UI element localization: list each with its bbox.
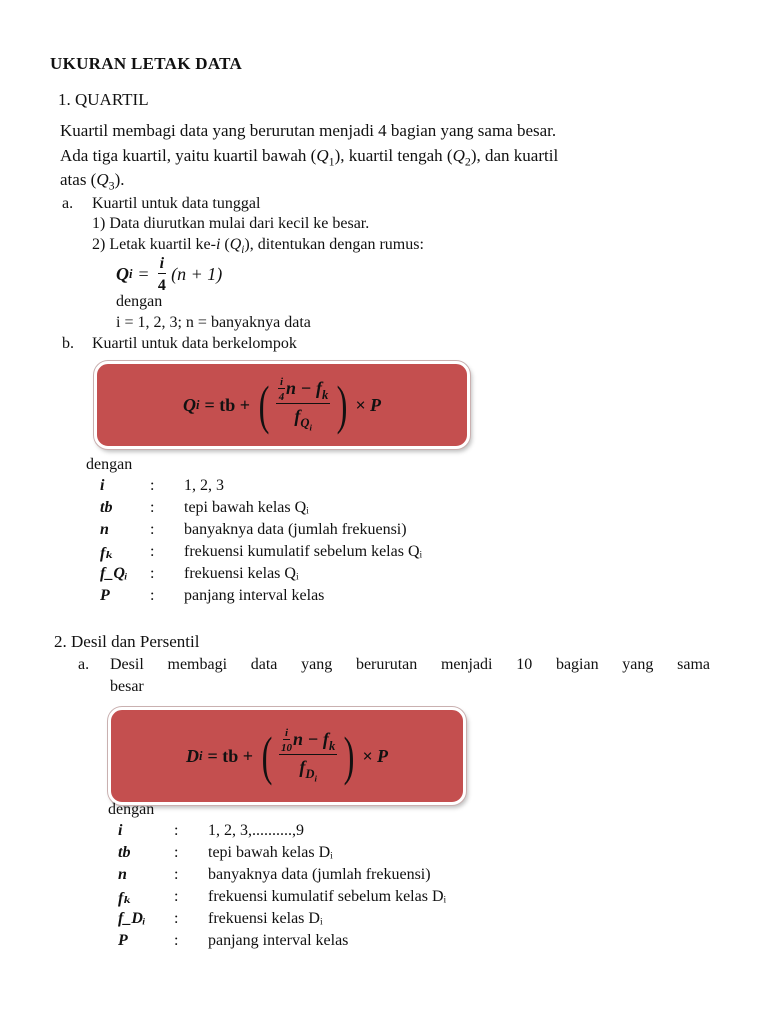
- definition-symbol: n: [100, 521, 109, 538]
- definition-symbol: P: [100, 587, 110, 604]
- formula-quartil-tunggal: Q i = $\frac{i}{4}$ (n + 1): [116, 255, 223, 294]
- dengan-label-1: dengan: [116, 293, 163, 310]
- definition-symbol: i: [118, 822, 123, 839]
- definition-colon: :: [150, 521, 155, 538]
- subsection-title-berkelompok: Kuartil untuk data berkelompok: [92, 335, 297, 352]
- list-label-b: b.: [62, 335, 74, 352]
- definition-description: frekuensi kelas Dᵢ: [208, 910, 323, 927]
- definition-colon: :: [174, 844, 179, 861]
- intro-line-1: Kuartil membagi data yang berurutan menjadi 4 bagian yang sama besar.: [60, 121, 557, 140]
- definition-colon: :: [150, 543, 155, 560]
- definition-description: 1, 2, 3: [184, 477, 224, 494]
- definition-symbol: P: [118, 932, 128, 949]
- definition-description: panjang interval kelas: [184, 587, 325, 604]
- subsection-title-tunggal: Kuartil untuk data tunggal: [92, 195, 261, 212]
- definition-description: frekuensi kumulatif sebelum kelas Dᵢ: [208, 888, 447, 905]
- definition-symbol: fₖ: [118, 890, 132, 907]
- definition-symbol: fₖ: [100, 545, 114, 562]
- definition-description: banyaknya data (jumlah frekuensi): [184, 521, 407, 538]
- definition-colon: :: [174, 932, 179, 949]
- definition-description: panjang interval kelas: [208, 932, 349, 949]
- definition-description: frekuensi kumulatif sebelum kelas Qᵢ: [184, 543, 423, 560]
- desil-line-1: Desil membagi data yang berurutan menjadi 10 bagian yang sama: [110, 656, 710, 673]
- intro-line-2: Ada tiga kuartil, yaitu kuartil bawah $(Q_1)$, kuartil tengah $(Q_2)$, dan kuartil: [60, 146, 559, 169]
- list-label-desil-a: a.: [78, 656, 90, 673]
- definition-colon: :: [174, 910, 179, 927]
- definition-colon: :: [174, 822, 179, 839]
- section-heading-quartil: 1. QUARTIL: [58, 90, 149, 109]
- intro-line-3: atas $(Q_3)$.: [60, 170, 125, 193]
- definition-colon: :: [150, 565, 155, 582]
- definition-colon: :: [150, 587, 155, 604]
- definition-symbol: n: [118, 866, 127, 883]
- definition-symbol: tb: [100, 499, 113, 516]
- definition-symbol: tb: [118, 844, 131, 861]
- step-2: 2) Letak kuartil ke-i $(Q_i)$, ditentukan dengan rumus:: [92, 236, 424, 257]
- definition-description: banyaknya data (jumlah frekuensi): [208, 866, 431, 883]
- definition-description: frekuensi kelas Qᵢ: [184, 565, 299, 582]
- definition-colon: :: [150, 477, 155, 494]
- definition-colon: :: [150, 499, 155, 516]
- definition-symbol: f_Qᵢ: [100, 565, 128, 582]
- document-title: UKURAN LETAK DATA: [50, 54, 243, 73]
- formula-box-quartil: [94, 361, 470, 449]
- formula-desil: D i = tb + ( $\frac{i}{10}$ $n - f_k$ $f_{D_i}$ ) × P: [186, 726, 388, 786]
- desil-line-2: besar: [110, 678, 144, 695]
- definition-description: tepi bawah kelas Qᵢ: [184, 499, 309, 516]
- dengan-label-3: dengan: [108, 801, 155, 818]
- step-1: 1) Data diurutkan mulai dari kecil ke besar.: [92, 215, 370, 232]
- list-label-a: a.: [62, 195, 74, 212]
- dengan-label-2: dengan: [86, 456, 133, 473]
- definition-description: tepi bawah kelas Dᵢ: [208, 844, 333, 861]
- where-clause: i = 1, 2, 3; n = banyaknya data: [116, 314, 311, 331]
- definition-colon: :: [174, 888, 179, 905]
- definition-symbol: i: [100, 477, 105, 494]
- definition-symbol: f_Dᵢ: [118, 910, 146, 927]
- formula-quartil-berkelompok: Q i = tb + ( $\frac{i}{4}$ $n - f_k$ $f_{Q_i}$ ) × P: [182, 375, 382, 435]
- formula-box-desil: [108, 707, 466, 805]
- definition-description: 1, 2, 3,..........,9: [208, 822, 304, 839]
- definition-colon: :: [174, 866, 179, 883]
- section-heading-desil: 2. Desil dan Persentil: [54, 632, 200, 651]
